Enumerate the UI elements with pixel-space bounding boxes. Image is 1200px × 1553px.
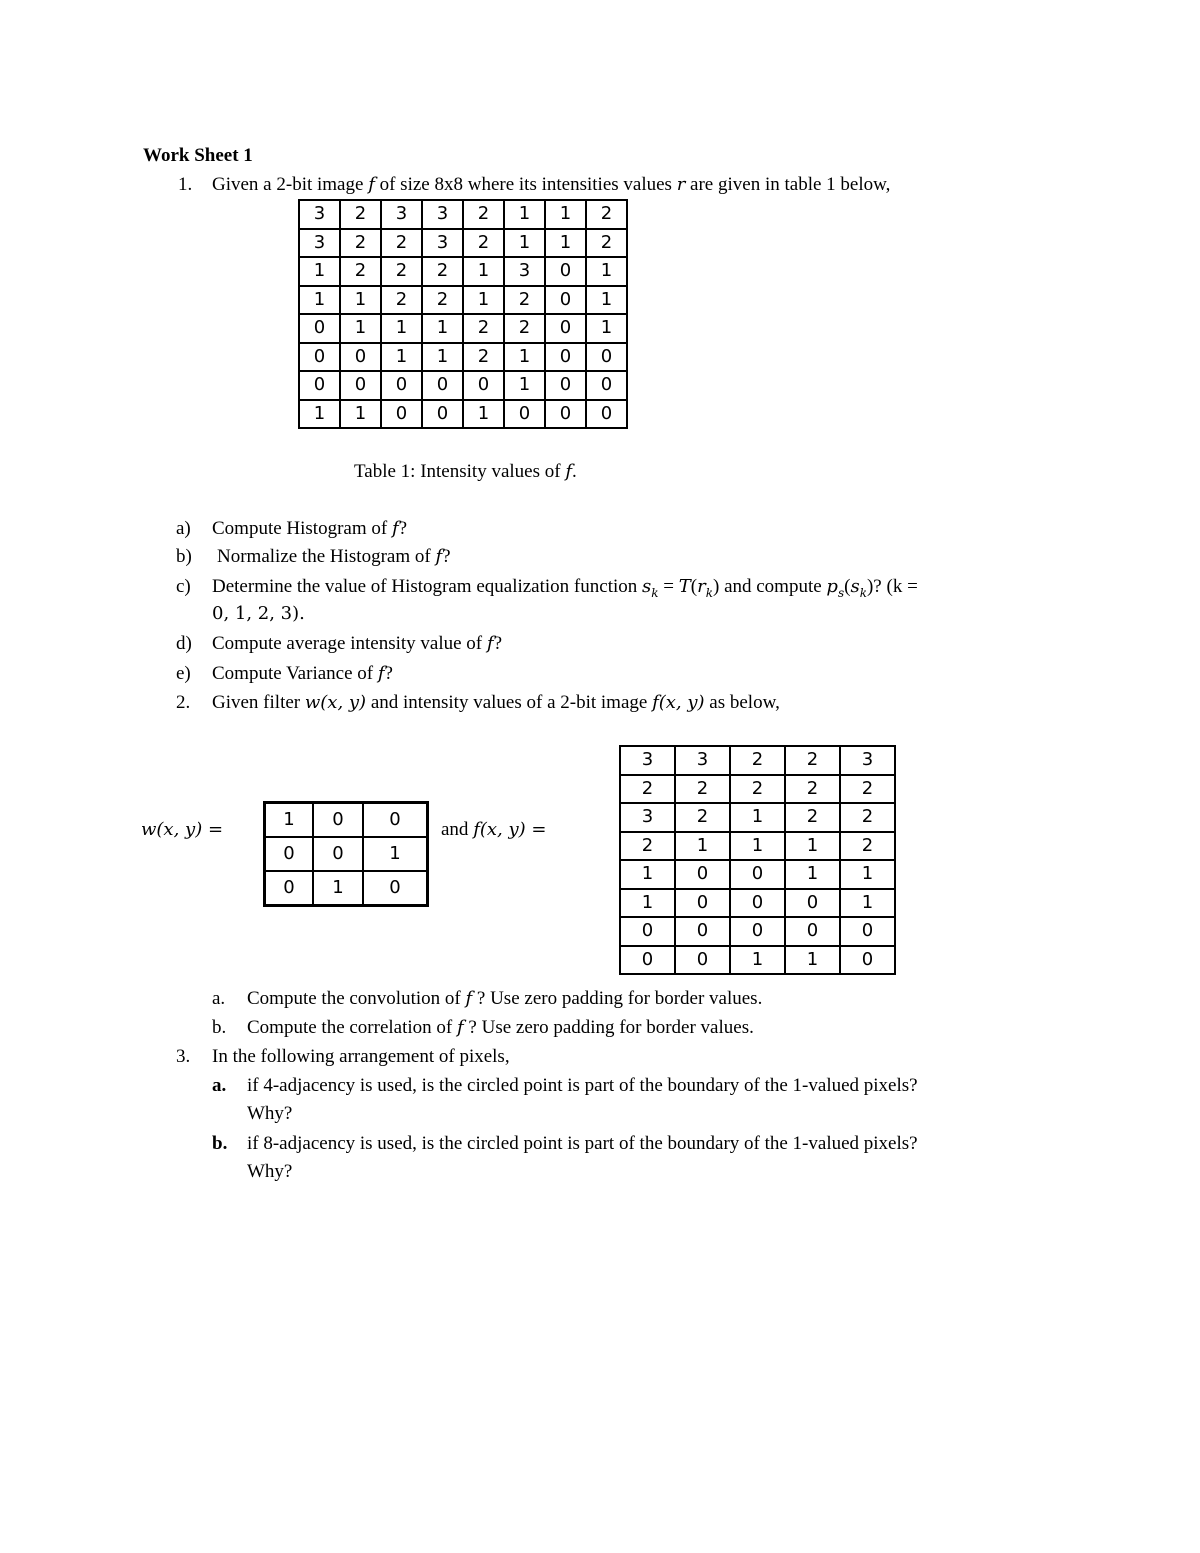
and-text: and [441, 819, 469, 840]
q2-part-a-label: a. [212, 988, 226, 1009]
image-cell: 2 [840, 775, 895, 804]
table-cell: 1 [340, 400, 381, 429]
intensity-table-f [298, 199, 628, 429]
table-cell: 2 [586, 229, 627, 258]
image-cell: 1 [840, 860, 895, 889]
table-cell: 0 [586, 371, 627, 400]
q1-text-b: of size 8x8 where its intensities values [379, 174, 672, 195]
image-cell: 1 [730, 803, 785, 832]
table-cell: 2 [381, 229, 422, 258]
table-cell: 1 [422, 314, 463, 343]
table-cell: 2 [463, 343, 504, 372]
table-cell: 1 [381, 343, 422, 372]
table-cell: 1 [340, 286, 381, 315]
image-cell: 1 [840, 889, 895, 918]
filter-cell: 0 [363, 803, 428, 838]
image-table-f [619, 745, 896, 975]
table-cell: 2 [504, 314, 545, 343]
table-row [299, 400, 627, 429]
image-cell: 0 [675, 917, 730, 946]
table-cell: 0 [340, 371, 381, 400]
filter-cell: 0 [265, 871, 314, 906]
q2-text-a: Given filter [212, 692, 301, 713]
w-label-expr: w(x, y) = [141, 819, 224, 840]
table-cell: 1 [586, 286, 627, 315]
q1-part-c-line2: 0, 1, 2, 3). [212, 603, 305, 624]
q1-part-d [212, 634, 502, 653]
q1-part-a-end: ? [398, 518, 408, 539]
table-cell: 2 [381, 286, 422, 315]
image-cell: 2 [840, 832, 895, 861]
table-cell: 0 [340, 343, 381, 372]
intensity-table-body [299, 200, 627, 428]
q1-number: 1. [178, 174, 193, 195]
q2-text-b: and intensity values of a 2-bit image [370, 692, 648, 713]
q2-part-b [247, 1018, 754, 1037]
image-cell: 1 [675, 832, 730, 861]
table-cell: 0 [545, 314, 586, 343]
table-row [299, 200, 627, 229]
table-cell: 0 [463, 371, 504, 400]
image-cell: 0 [730, 917, 785, 946]
table-cell: 0 [545, 400, 586, 429]
table-cell: 1 [545, 200, 586, 229]
q2-prompt [212, 693, 780, 712]
q1-part-e [212, 664, 393, 683]
image-cell: 0 [840, 917, 895, 946]
table-cell: 0 [381, 400, 422, 429]
table-cell: 2 [586, 200, 627, 229]
q1-part-e-var: f [377, 663, 385, 684]
table-cell: 1 [299, 400, 340, 429]
table-cell: 0 [545, 371, 586, 400]
image-cell: 0 [785, 917, 840, 946]
image-cell: 0 [675, 889, 730, 918]
image-cell: 1 [620, 889, 675, 918]
q1-part-c-s: s [642, 576, 652, 597]
table-cell: 1 [463, 286, 504, 315]
image-cell: 3 [675, 746, 730, 775]
table-row [299, 257, 627, 286]
filter-cell: 0 [313, 837, 363, 871]
q1-part-c-r: r [697, 576, 706, 597]
q1-part-b-end: ? [442, 546, 451, 567]
table-row [299, 286, 627, 315]
q1-part-e-end: ? [384, 663, 393, 684]
table-cell: 1 [299, 286, 340, 315]
q3-text: In the following arrangement of pixels, [212, 1046, 510, 1067]
table-cell: 3 [299, 200, 340, 229]
w-label [141, 820, 223, 839]
table-row [299, 229, 627, 258]
q1-part-a [212, 519, 407, 538]
table-cell: 1 [504, 343, 545, 372]
q1-part-c-sub-s: s [837, 585, 845, 600]
q1-part-a-text: Compute Histogram of [212, 518, 388, 539]
q2-part-a [247, 989, 762, 1008]
q1-var-r: r [676, 174, 686, 195]
image-cell: 0 [840, 946, 895, 975]
q2-part-b-text-1: Compute the correlation of [247, 1017, 453, 1038]
table-row [265, 837, 428, 871]
image-cell: 2 [675, 775, 730, 804]
image-cell: 0 [730, 860, 785, 889]
image-cell: 3 [620, 746, 675, 775]
image-cell: 2 [675, 803, 730, 832]
filter-cell: 1 [363, 837, 428, 871]
image-cell: 0 [730, 889, 785, 918]
image-cell: 2 [620, 775, 675, 804]
table-cell: 0 [422, 371, 463, 400]
q1-part-b-var: f [435, 546, 443, 567]
q1-part-b-text: Normalize the Histogram of [217, 546, 431, 567]
q2-part-a-text-1: Compute the convolution of [247, 988, 461, 1009]
filter-cell: 0 [363, 871, 428, 906]
q1-part-c-sub-k: k [651, 585, 659, 600]
image-cell: 2 [730, 775, 785, 804]
q1-text-a: Given a 2-bit image [212, 174, 364, 195]
table-cell: 1 [299, 257, 340, 286]
image-cell: 1 [785, 946, 840, 975]
table-cell: 1 [381, 314, 422, 343]
table-row [299, 314, 627, 343]
q1-part-d-var: f [486, 633, 494, 654]
q2-part-a-text-2: ? Use zero padding for border values. [476, 988, 763, 1009]
image-cell: 0 [675, 860, 730, 889]
image-cell: 2 [840, 803, 895, 832]
table-cell: 1 [586, 314, 627, 343]
table-row [620, 946, 895, 975]
table-row [620, 917, 895, 946]
table-row [620, 775, 895, 804]
q1-part-c-mid: and compute [724, 576, 822, 597]
table-cell: 0 [586, 400, 627, 429]
table-cell: 1 [463, 400, 504, 429]
image-cell: 1 [730, 946, 785, 975]
image-cell: 0 [620, 946, 675, 975]
table-cell: 2 [504, 286, 545, 315]
table-cell: 0 [299, 314, 340, 343]
table-row [620, 860, 895, 889]
q2-text-c: as below, [709, 692, 780, 713]
table-cell: 0 [299, 371, 340, 400]
q3-part-a-label: a. [212, 1075, 227, 1096]
table1-caption-text: Table 1: Intensity values of [354, 461, 561, 482]
q1-part-d-end: ? [493, 633, 502, 654]
q1-part-a-label: a) [176, 518, 191, 539]
table-cell: 2 [463, 200, 504, 229]
table-cell: 3 [504, 257, 545, 286]
q2-part-b-label: b. [212, 1017, 227, 1038]
table-cell: 0 [545, 286, 586, 315]
table-cell: 1 [463, 257, 504, 286]
table-cell: 0 [504, 400, 545, 429]
q2-f-expr: f(x, y) [652, 692, 705, 713]
f-label [441, 820, 546, 839]
table-cell: 0 [545, 257, 586, 286]
table-cell: 1 [586, 257, 627, 286]
image-cell: 3 [840, 746, 895, 775]
table-row [620, 889, 895, 918]
table-row [265, 871, 428, 906]
q3-part-b-text: if 8-adjacency is used, is the circled point is part of the boundary of the 1-valued pixels? [247, 1133, 918, 1154]
table1-caption-end: . [571, 461, 577, 482]
q1-part-d-text: Compute average intensity value of [212, 633, 483, 654]
filter-cell: 1 [265, 803, 314, 838]
image-cell: 2 [785, 746, 840, 775]
image-cell: 0 [620, 917, 675, 946]
q3-part-b-label: b. [212, 1133, 228, 1154]
q2-part-b-text-2: ? Use zero padding for border values. [468, 1017, 754, 1038]
table-cell: 2 [340, 200, 381, 229]
image-cell: 0 [785, 889, 840, 918]
table-cell: 3 [422, 229, 463, 258]
q1-part-c: Determine the value of Histogram equalization function $s_k = T(r_k)$ and compute $p_s(s_k)$? (k = [212, 576, 918, 600]
image-cell: 2 [730, 746, 785, 775]
q1-part-c-text: Determine the value of Histogram equalization function [212, 576, 638, 597]
q1-part-c-eq: = [658, 576, 679, 597]
table-cell: 2 [422, 257, 463, 286]
q2-w-expr: w(x, y) [304, 692, 367, 713]
q1-var-f: f [368, 174, 375, 195]
table-cell: 1 [422, 343, 463, 372]
table-cell: 3 [422, 200, 463, 229]
q1-part-a-var: f [391, 518, 399, 539]
filter-cell: 1 [313, 871, 363, 906]
table1-caption [354, 462, 577, 481]
image-cell: 2 [785, 803, 840, 832]
table-cell: 2 [422, 286, 463, 315]
page-title: Work Sheet 1 [143, 145, 253, 166]
q2-number: 2. [176, 692, 191, 713]
table1-caption-var: f [565, 461, 572, 482]
q1-part-d-label: d) [176, 633, 192, 654]
table-cell: 3 [381, 200, 422, 229]
table-cell: 1 [504, 229, 545, 258]
filter-table-body [265, 803, 428, 906]
image-cell: 3 [620, 803, 675, 832]
image-cell: 2 [620, 832, 675, 861]
image-table-body [620, 746, 895, 974]
q2-part-b-var: f [457, 1017, 464, 1038]
table-cell: 1 [504, 371, 545, 400]
table-cell: 2 [340, 229, 381, 258]
image-cell: 1 [730, 832, 785, 861]
q1-prompt [212, 175, 890, 194]
table-row [620, 746, 895, 775]
image-cell: 1 [620, 860, 675, 889]
q1-part-e-label: e) [176, 663, 191, 684]
f-label-expr: f(x, y) = [473, 819, 547, 840]
q1-part-e-text: Compute Variance of [212, 663, 374, 684]
filter-cell: 0 [313, 803, 363, 838]
table-row [620, 832, 895, 861]
filter-table-w [263, 801, 429, 907]
table-cell: 1 [545, 229, 586, 258]
q1-part-c-label: c) [176, 576, 191, 597]
table-row [299, 343, 627, 372]
q3-number: 3. [176, 1046, 191, 1067]
table-cell: 1 [340, 314, 381, 343]
q1-part-c-tail: (k = [886, 576, 918, 597]
q1-part-b [217, 547, 451, 566]
table-cell: 2 [463, 314, 504, 343]
image-cell: 2 [785, 775, 840, 804]
table-cell: 1 [504, 200, 545, 229]
table-cell: 0 [545, 343, 586, 372]
table-row [620, 803, 895, 832]
table-row [299, 371, 627, 400]
table-cell: 0 [586, 343, 627, 372]
table-cell: 0 [381, 371, 422, 400]
table-cell: 0 [422, 400, 463, 429]
table-cell: 3 [299, 229, 340, 258]
q1-part-b-label: b) [176, 546, 192, 567]
filter-cell: 0 [265, 837, 314, 871]
table-cell: 2 [463, 229, 504, 258]
table-row [265, 803, 428, 838]
q3-part-a-why: Why? [247, 1103, 293, 1124]
q1-part-c-T: T [678, 576, 691, 597]
table-cell: 0 [299, 343, 340, 372]
table-cell: 2 [340, 257, 381, 286]
table-cell: 2 [381, 257, 422, 286]
image-cell: 1 [785, 860, 840, 889]
q3-part-b-why: Why? [247, 1161, 293, 1182]
image-cell: 0 [675, 946, 730, 975]
q2-part-a-var: f [465, 988, 473, 1009]
image-cell: 1 [785, 832, 840, 861]
q1-part-c-p: p [826, 576, 838, 597]
q1-text-c: are given in table 1 below, [690, 174, 891, 195]
q3-part-a-text: if 4-adjacency is used, is the circled point is part of the boundary of the 1-valued pixels? [247, 1075, 918, 1096]
